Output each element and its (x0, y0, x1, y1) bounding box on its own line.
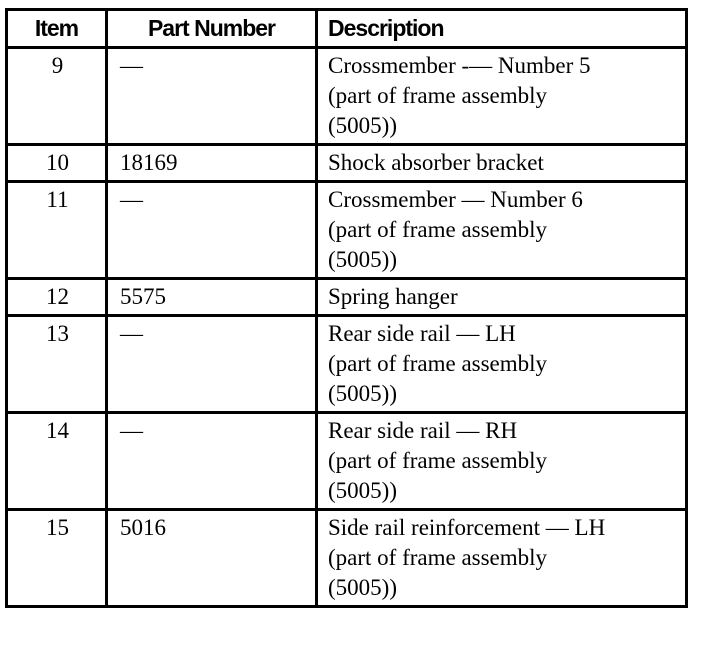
description-line: Side rail reinforcement — LH (328, 515, 606, 540)
description-line: Crossmember — Number 6 (328, 187, 583, 212)
table-row (7, 510, 687, 607)
item-cell: 14 (7, 413, 107, 510)
item-cell: 15 (7, 510, 107, 607)
description-line: Crossmember -— Number 5 (328, 53, 591, 78)
description-line: (5005)) (328, 381, 397, 406)
description-line: (part of frame assembly (328, 351, 548, 376)
description-line: Shock absorber bracket (328, 150, 544, 175)
table-row (7, 316, 687, 413)
parts-table (5, 8, 688, 608)
table-row (7, 145, 687, 182)
part-number-cell: 18169 (107, 145, 317, 182)
description-line: (5005)) (328, 478, 397, 503)
table-row (7, 182, 687, 279)
item-cell: 12 (7, 279, 107, 316)
part-number-cell: — (107, 48, 317, 145)
description-line: (part of frame assembly (328, 83, 548, 108)
description-line: (part of frame assembly (328, 448, 548, 473)
description-cell (317, 279, 687, 316)
item-cell: 9 (7, 48, 107, 145)
column-header-part-number: Part Number (107, 10, 317, 48)
description-cell (317, 145, 687, 182)
table-header-row (7, 10, 687, 48)
description-line: (5005)) (328, 113, 397, 138)
item-cell: 10 (7, 145, 107, 182)
column-header-item: Item (7, 10, 107, 48)
description-line: (5005)) (328, 575, 397, 600)
description-line: Spring hanger (328, 284, 458, 309)
item-cell: 13 (7, 316, 107, 413)
part-number-cell: 5016 (107, 510, 317, 607)
description-line: (part of frame assembly (328, 217, 548, 242)
table-row (7, 48, 687, 145)
description-cell (317, 316, 687, 413)
part-number-cell: — (107, 182, 317, 279)
description-line: Rear side rail — RH (328, 418, 518, 443)
item-cell: 11 (7, 182, 107, 279)
description-line: Rear side rail — LH (328, 321, 516, 346)
description-line: (5005)) (328, 247, 397, 272)
description-line: (part of frame assembly (328, 545, 548, 570)
part-number-cell: 5575 (107, 279, 317, 316)
table-row (7, 279, 687, 316)
part-number-cell: — (107, 413, 317, 510)
column-header-description: Description (317, 10, 687, 48)
description-cell (317, 413, 687, 510)
part-number-cell: — (107, 316, 317, 413)
description-cell (317, 182, 687, 279)
description-cell (317, 510, 687, 607)
description-cell (317, 48, 687, 145)
table-body (7, 48, 687, 607)
table-row (7, 413, 687, 510)
